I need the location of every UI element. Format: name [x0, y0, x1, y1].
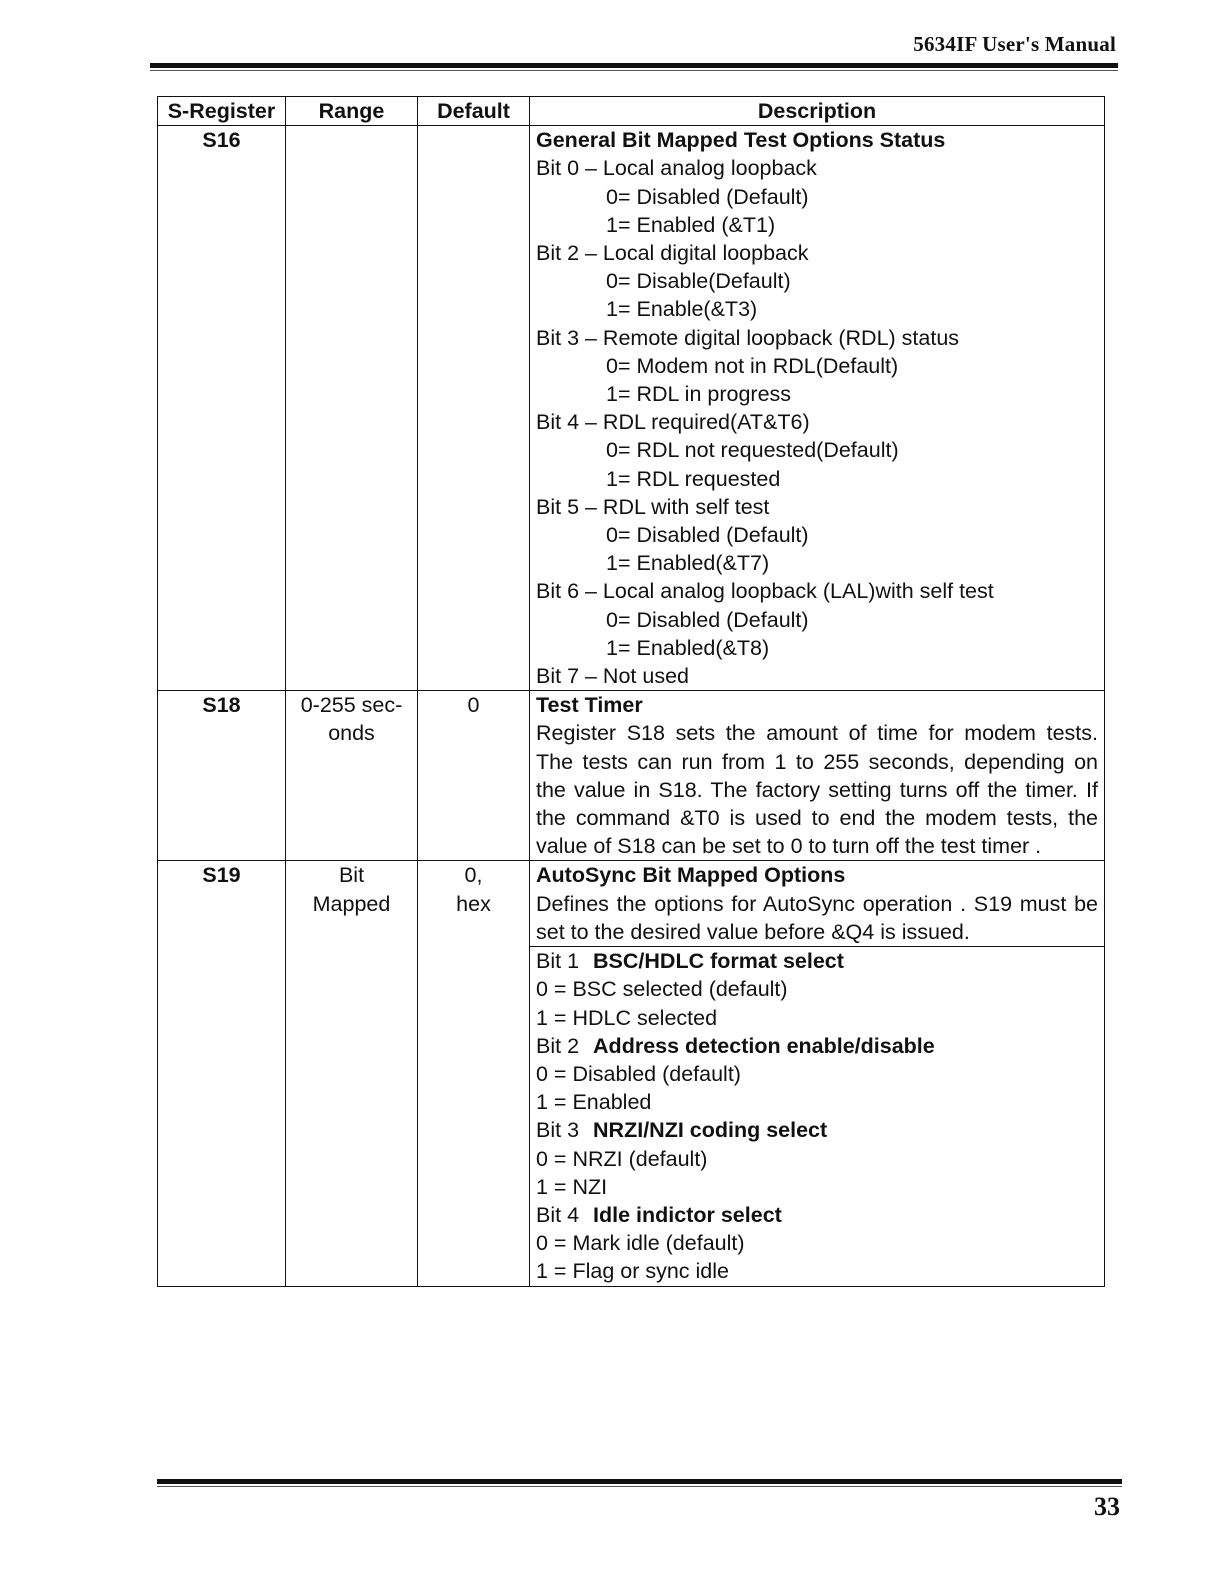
header-rule: [150, 63, 1118, 68]
s19-bit-option: 1 = Flag or sync idle: [536, 1259, 729, 1284]
page-header-title: 5634IF User's Manual: [913, 32, 1116, 56]
s16-line: 1= Enabled(&T7): [606, 551, 770, 576]
table-row-s18: [158, 691, 1105, 861]
s19-range-line: Mapped: [312, 891, 391, 916]
s16-line: Bit 0 – Local analog loopback: [536, 156, 817, 181]
s16-title: General Bit Mapped Test Options Status: [536, 128, 946, 153]
s16-line: 0= Disable(Default): [606, 269, 791, 294]
column-header-s-register: S-Register: [158, 97, 286, 126]
column-header-range: Range: [286, 97, 418, 126]
s19-bit-heading: [536, 947, 1098, 975]
s16-line: 0= Disabled (Default): [606, 607, 809, 632]
s16-line: Bit 4 – RDL required(AT&T6): [536, 410, 810, 435]
s19-bit-heading: [536, 1201, 1098, 1229]
column-header-description: Description: [530, 97, 1105, 126]
column-header-default: Default: [418, 97, 530, 126]
s19-bit-number: Bit 1: [536, 949, 580, 974]
s19-bit-option: 0 = Disabled (default): [536, 1061, 741, 1086]
s19-default-line: hex: [456, 891, 491, 916]
s19-bit-name: Address detection enable/disable: [593, 1033, 935, 1058]
s19-bit-heading: [536, 1116, 1098, 1144]
s18-range-line: onds: [328, 721, 375, 746]
s-register-table: [157, 96, 1105, 1287]
s19-range: [286, 861, 418, 1286]
s19-bit-name: BSC/HDLC format select: [593, 949, 844, 974]
s16-register: S16: [158, 126, 286, 691]
s18-register: S18: [158, 691, 286, 861]
s19-bit-option: 0 = Mark idle (default): [536, 1231, 745, 1256]
s16-line: 0= Disabled (Default): [606, 523, 809, 548]
s16-line: 1= RDL in progress: [606, 382, 792, 407]
s16-line: 0= Modem not in RDL(Default): [606, 353, 899, 378]
s16-default: [418, 126, 530, 691]
s16-range: [286, 126, 418, 691]
s16-description: [530, 126, 1105, 691]
header-rule-thin: [150, 70, 1118, 71]
s19-text: Defines the options for AutoSync operation . S19 must be set to the desired value before &Q4 is issued.: [536, 891, 1098, 944]
s18-text: Register S18 sets the amount of time for modem tests. The tests can run from 1 to 255 seconds, depending on the value in S18. The factory setting turns off the timer. If the command &T0 is used to end the modem tests, the value of S18 can be set to 0 to turn off the test timer .: [536, 721, 1098, 859]
s16-line: 1= Enabled (&T1): [606, 212, 776, 237]
s19-bit-name: NRZI/NZI coding select: [593, 1118, 828, 1143]
s16-line: 1= Enable(&T3): [606, 297, 758, 322]
s19-bit-option: 0 = BSC selected (default): [536, 977, 788, 1002]
s18-range: [286, 691, 418, 861]
s19-bit-number: Bit 4: [536, 1202, 580, 1227]
s19-bit-number: Bit 2: [536, 1033, 580, 1058]
page-number: 33: [1094, 1492, 1120, 1521]
s19-bit-option: 1 = HDLC selected: [536, 1005, 718, 1030]
s19-bit-heading: [536, 1032, 1098, 1060]
s19-bit-option: 1 = Enabled: [536, 1090, 652, 1115]
s19-description: [530, 861, 1105, 947]
s19-register: S19: [158, 861, 286, 1286]
s19-default-line: 0,: [464, 863, 483, 888]
footer-rule-thin: [157, 1486, 1122, 1487]
s19-bit-name: Idle indictor select: [593, 1202, 782, 1227]
table-row-s19: [158, 861, 1105, 947]
s19-bit-option: 1 = NZI: [536, 1174, 608, 1199]
footer-rule: [157, 1479, 1122, 1484]
s18-range-line: 0-255 sec-: [300, 693, 403, 718]
s19-bit-option: 0 = NRZI (default): [536, 1146, 708, 1171]
s16-line: 0= Disabled (Default): [606, 184, 809, 209]
s18-description: [530, 691, 1105, 861]
s19-bits: [530, 947, 1105, 1286]
table-header-row: [158, 97, 1105, 126]
s19-default: [418, 861, 530, 1286]
s16-line: 0= RDL not requested(Default): [606, 438, 899, 463]
s16-line: Bit 6 – Local analog loopback (LAL)with self test: [536, 579, 994, 604]
s16-line: Bit 3 – Remote digital loopback (RDL) status: [536, 325, 960, 350]
s16-line: 1= Enabled(&T8): [606, 635, 770, 660]
s18-default: 0: [418, 691, 530, 861]
s16-line: Bit 2 – Local digital loopback: [536, 241, 809, 266]
s19-title: AutoSync Bit Mapped Options: [536, 863, 846, 888]
s16-line: Bit 5 – RDL with self test: [536, 494, 770, 519]
s19-range-line: Bit: [338, 863, 365, 888]
table-row-s16: [158, 126, 1105, 691]
s18-title: Test Timer: [536, 693, 643, 718]
s16-line: Bit 7 – Not used: [536, 664, 689, 689]
s19-bit-number: Bit 3: [536, 1118, 580, 1143]
s16-line: 1= RDL requested: [606, 466, 781, 491]
